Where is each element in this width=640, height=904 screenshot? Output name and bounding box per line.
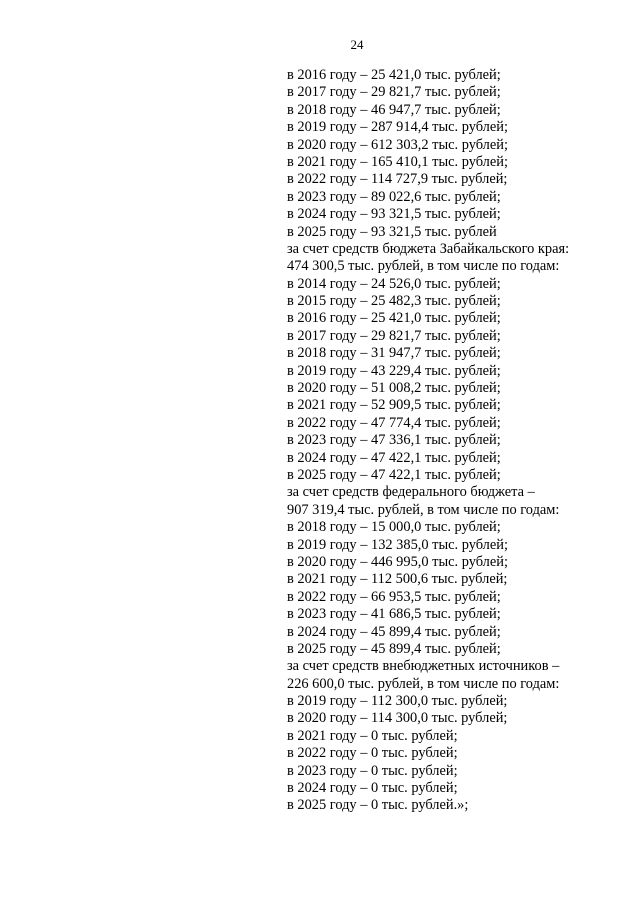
text-line: за счет средств федерального бюджета –: [287, 484, 535, 501]
text-line: в 2023 году – 41 686,5 тыс. рублей;: [287, 606, 501, 623]
text-line: в 2023 году – 89 022,6 тыс. рублей;: [287, 188, 501, 205]
text-line: в 2021 году – 0 тыс. рублей;: [287, 727, 458, 744]
text-line: в 2021 году – 52 909,5 тыс. рублей;: [287, 397, 501, 414]
text-line: в 2016 году – 25 421,0 тыс. рублей;: [287, 67, 501, 83]
text-line: в 2019 году – 112 300,0 тыс. рублей;: [287, 693, 508, 710]
text-line: в 2020 году – 446 995,0 тыс. рублей;: [287, 553, 508, 570]
text-line: в 2018 году – 31 947,7 тыс. рублей;: [287, 345, 501, 362]
text-line: в 2024 году – 47 422,1 тыс. рублей;: [287, 449, 501, 466]
text-line: за счет средств внебюджетных источников –: [287, 658, 560, 675]
text-line: в 2025 году – 0 тыс. рублей.»;: [287, 797, 469, 814]
text-line: в 2017 году – 29 821,7 тыс. рублей;: [287, 327, 501, 344]
text-line: 474 300,5 тыс. рублей, в том числе по годам:: [287, 258, 560, 275]
text-line: в 2020 году – 114 300,0 тыс. рублей;: [287, 710, 508, 727]
text-line: в 2024 году – 0 тыс. рублей;: [287, 780, 458, 797]
text-line: в 2022 году – 114 727,9 тыс. рублей;: [287, 171, 508, 188]
text-line: в 2021 году – 112 500,6 тыс. рублей;: [287, 571, 508, 588]
text-line: в 2016 году – 25 421,0 тыс. рублей;: [287, 310, 501, 327]
text-line: в 2025 году – 93 321,5 тыс. рублей: [287, 223, 497, 240]
text-line: в 2019 году – 287 914,4 тыс. рублей;: [287, 119, 508, 136]
page-number: 24: [350, 37, 364, 52]
text-line: в 2022 году – 0 тыс. рублей;: [287, 745, 458, 762]
text-line: в 2014 году – 24 526,0 тыс. рублей;: [287, 275, 501, 292]
text-line: в 2023 году – 0 тыс. рублей;: [287, 762, 458, 779]
text-line: в 2021 году – 165 410,1 тыс. рублей;: [287, 153, 508, 170]
text-line: в 2018 году – 15 000,0 тыс. рублей;: [287, 519, 501, 536]
text-line: в 2024 году – 93 321,5 тыс. рублей;: [287, 206, 501, 223]
text-line: в 2020 году – 51 008,2 тыс. рублей;: [287, 380, 501, 397]
text-line: в 2025 году – 47 422,1 тыс. рублей;: [287, 466, 501, 483]
text-line: в 2017 году – 29 821,7 тыс. рублей;: [287, 84, 501, 101]
text-line: за счет средств бюджета Забайкальского края:: [287, 240, 570, 257]
text-line: в 2019 году – 43 229,4 тыс. рублей;: [287, 362, 501, 379]
text-line: в 2022 году – 47 774,4 тыс. рублей;: [287, 414, 501, 431]
text-line: в 2019 году – 132 385,0 тыс. рублей;: [287, 536, 508, 553]
text-line: в 2022 году – 66 953,5 тыс. рублей;: [287, 588, 501, 605]
document-text-column: [287, 67, 617, 815]
text-line: в 2024 году – 45 899,4 тыс. рублей;: [287, 623, 501, 640]
text-line: в 2018 году – 46 947,7 тыс. рублей;: [287, 101, 501, 118]
text-line: в 2015 году – 25 482,3 тыс. рублей;: [287, 293, 501, 310]
text-line: в 2023 году – 47 336,1 тыс. рублей;: [287, 432, 501, 449]
text-line: 226 600,0 тыс. рублей, в том числе по годам:: [287, 675, 560, 692]
text-line: в 2025 году – 45 899,4 тыс. рублей;: [287, 640, 501, 657]
text-line: 907 319,4 тыс. рублей, в том числе по годам:: [287, 501, 560, 518]
text-line: в 2020 году – 612 303,2 тыс. рублей;: [287, 136, 508, 153]
